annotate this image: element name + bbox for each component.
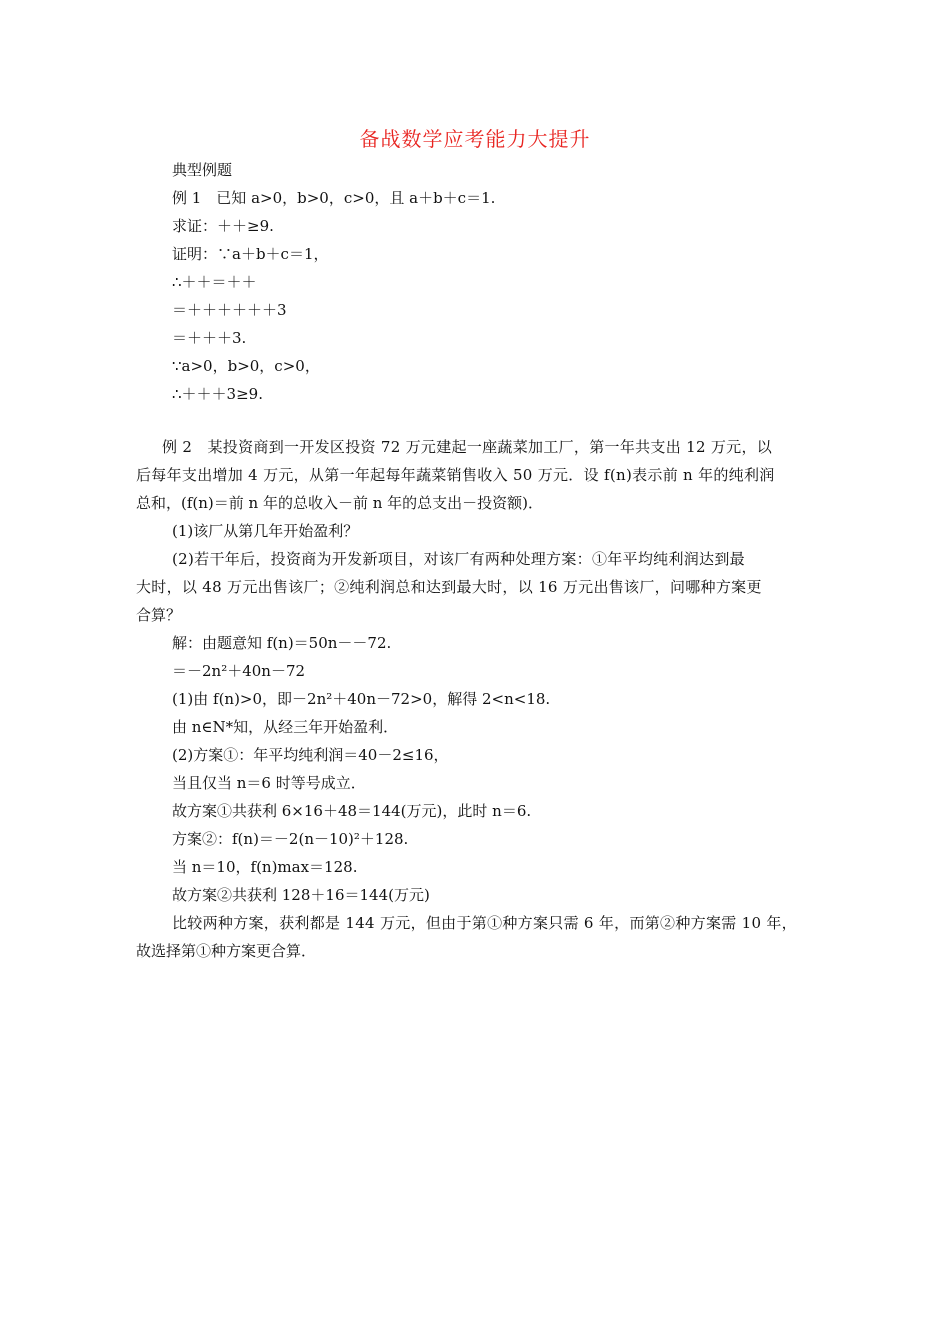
document-title: 备战数学应考能力大提升 <box>359 127 591 151</box>
text-line: 例 2 某投资商到一开发区投资 72 万元建起一座蔬菜加工厂，第一年共支出 12 万元，以 <box>162 438 773 456</box>
text-line: 故选择第①种方案更合算． <box>136 942 317 960</box>
text-line: (1)由 f(n)>0，即－2n²＋40n－72>0，解得 2<n<18. <box>172 690 551 708</box>
text-line: 当 n＝10，f(n)max＝128. <box>172 858 358 876</box>
text-line: 典型例题 <box>172 161 233 179</box>
text-line: 比较两种方案，获利都是 144 万元，但由于第①种方案只需 6 年，而第②种方案需 10 年， <box>172 914 797 932</box>
text-line: ＝－2n²＋40n－72 <box>172 662 306 680</box>
text-line: 解：由题意知 f(n)＝50n－－72. <box>172 634 392 652</box>
text-line: 例 1 已知 a>0，b>0，c>0，且 a＋b＋c＝1. <box>172 189 496 207</box>
text-line: 后每年支出增加 4 万元，从第一年起每年蔬菜销售收入 50 万元．设 f(n)表示前 n 年的纯利润 <box>136 466 775 484</box>
text-line: 大时，以 48 万元出售该厂；②纯利润总和达到最大时，以 16 万元出售该厂，问哪种方案更 <box>136 578 762 596</box>
text-line: 故方案①共获利 6×16＋48＝144(万元)，此时 n＝6. <box>172 802 532 820</box>
text-line: 当且仅当 n＝6 时等号成立． <box>172 774 366 792</box>
text-line: ＝＋＋＋＋＋＋3 <box>172 301 287 319</box>
text-line: 方案②：f(n)＝－2(n－10)²＋128. <box>172 830 409 848</box>
text-line: ＝＋＋＋3. <box>172 329 247 347</box>
text-line: (1)该厂从第几年开始盈利？ <box>172 522 359 540</box>
text-line: ∵a>0，b>0，c>0， <box>172 357 320 375</box>
text-line: ∴＋＋＋3≥9. <box>172 385 263 403</box>
text-line: (2)若干年后，投资商为开发新项目，对该厂有两种处理方案：①年平均纯利润达到最 <box>172 550 745 568</box>
text-line: 合算？ <box>136 606 182 624</box>
text-line: 故方案②共获利 128＋16＝144(万元) <box>172 886 430 904</box>
text-line: 求证：＋＋≥9. <box>172 217 274 235</box>
text-line: 总和，(f(n)＝前 n 年的总收入－前 n 年的总支出－投资额)． <box>136 494 544 512</box>
text-line: 证明：∵a＋b＋c＝1， <box>172 245 329 263</box>
text-line: (2)方案①：年平均纯利润＝40－2≤16， <box>172 746 449 764</box>
text-line: 由 n∈N*知，从经三年开始盈利． <box>172 718 399 736</box>
text-line: ∴＋＋＝＋＋ <box>172 273 257 291</box>
